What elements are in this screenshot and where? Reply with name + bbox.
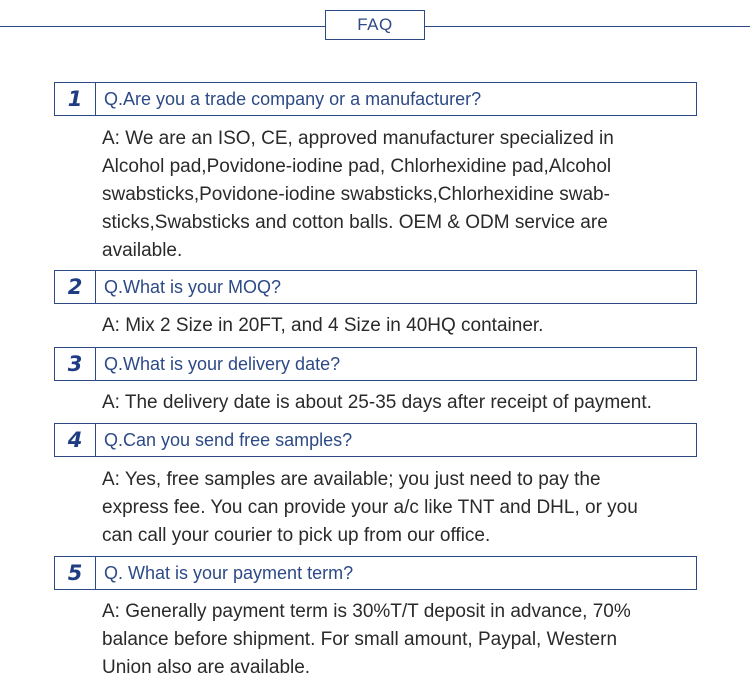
faq-answer-4 [102, 466, 702, 550]
faq-number-2: 2 [55, 271, 96, 303]
faq-question-bar-5 [54, 556, 697, 590]
faq-question-2: Q.What is your MOQ? [104, 276, 282, 297]
faq-question-1: Q.Are you a trade company or a manufacturer? [104, 88, 482, 109]
faq-answer-5-line: A: Generally payment term is 30%T/T deposit in advance, 70% [102, 601, 631, 622]
faq-answer-5-line: balance before shipment. For small amount, Paypal, Western [102, 629, 618, 650]
faq-number-3: 3 [55, 348, 96, 380]
faq-answer-3-line: A: The delivery date is about 25-35 days after receipt of payment. [102, 392, 652, 413]
faq-question-bar-4 [54, 423, 697, 457]
faq-question-3: Q.What is your delivery date? [104, 353, 341, 374]
faq-answer-5 [102, 598, 702, 682]
faq-answer-4-line: express fee. You can provide your a/c like TNT and DHL, or you [102, 497, 638, 518]
faq-answer-1 [102, 125, 702, 265]
faq-answer-4-line: can call your courier to pick up from our office. [102, 525, 491, 546]
faq-answer-3 [102, 389, 702, 417]
faq-answer-5-line: Union also are available. [102, 657, 311, 678]
faq-answer-1-line: Alcohol pad,Povidone-iodine pad, Chlorhexidine pad,Alcohol [102, 156, 612, 177]
faq-answer-2-line: A: Mix 2 Size in 20FT, and 4 Size in 40HQ container. [102, 315, 544, 336]
faq-answer-1-line: sticks,Swabsticks and cotton balls. OEM & ODM service are [102, 212, 608, 233]
faq-answer-2 [102, 312, 702, 340]
faq-answer-1-line: available. [102, 240, 183, 261]
faq-title: FAQ [325, 10, 425, 40]
faq-question-4: Q.Can you send free samples? [104, 429, 353, 450]
faq-answer-1-line: A: We are an ISO, CE, approved manufacturer specialized in [102, 128, 614, 149]
faq-number-1: 1 [55, 83, 96, 115]
faq-question-bar-2 [54, 270, 697, 304]
faq-answer-4-line: A: Yes, free samples are available; you just need to pay the [102, 469, 601, 490]
faq-answer-1-line: swabsticks,Povidone-iodine swabsticks,Chlorhexidine swab- [102, 184, 610, 205]
faq-question-5: Q. What is your payment term? [104, 562, 354, 583]
faq-number-4: 4 [55, 424, 96, 456]
faq-question-bar-3 [54, 347, 697, 381]
faq-question-bar-1 [54, 82, 697, 116]
faq-number-5: 5 [55, 557, 96, 589]
